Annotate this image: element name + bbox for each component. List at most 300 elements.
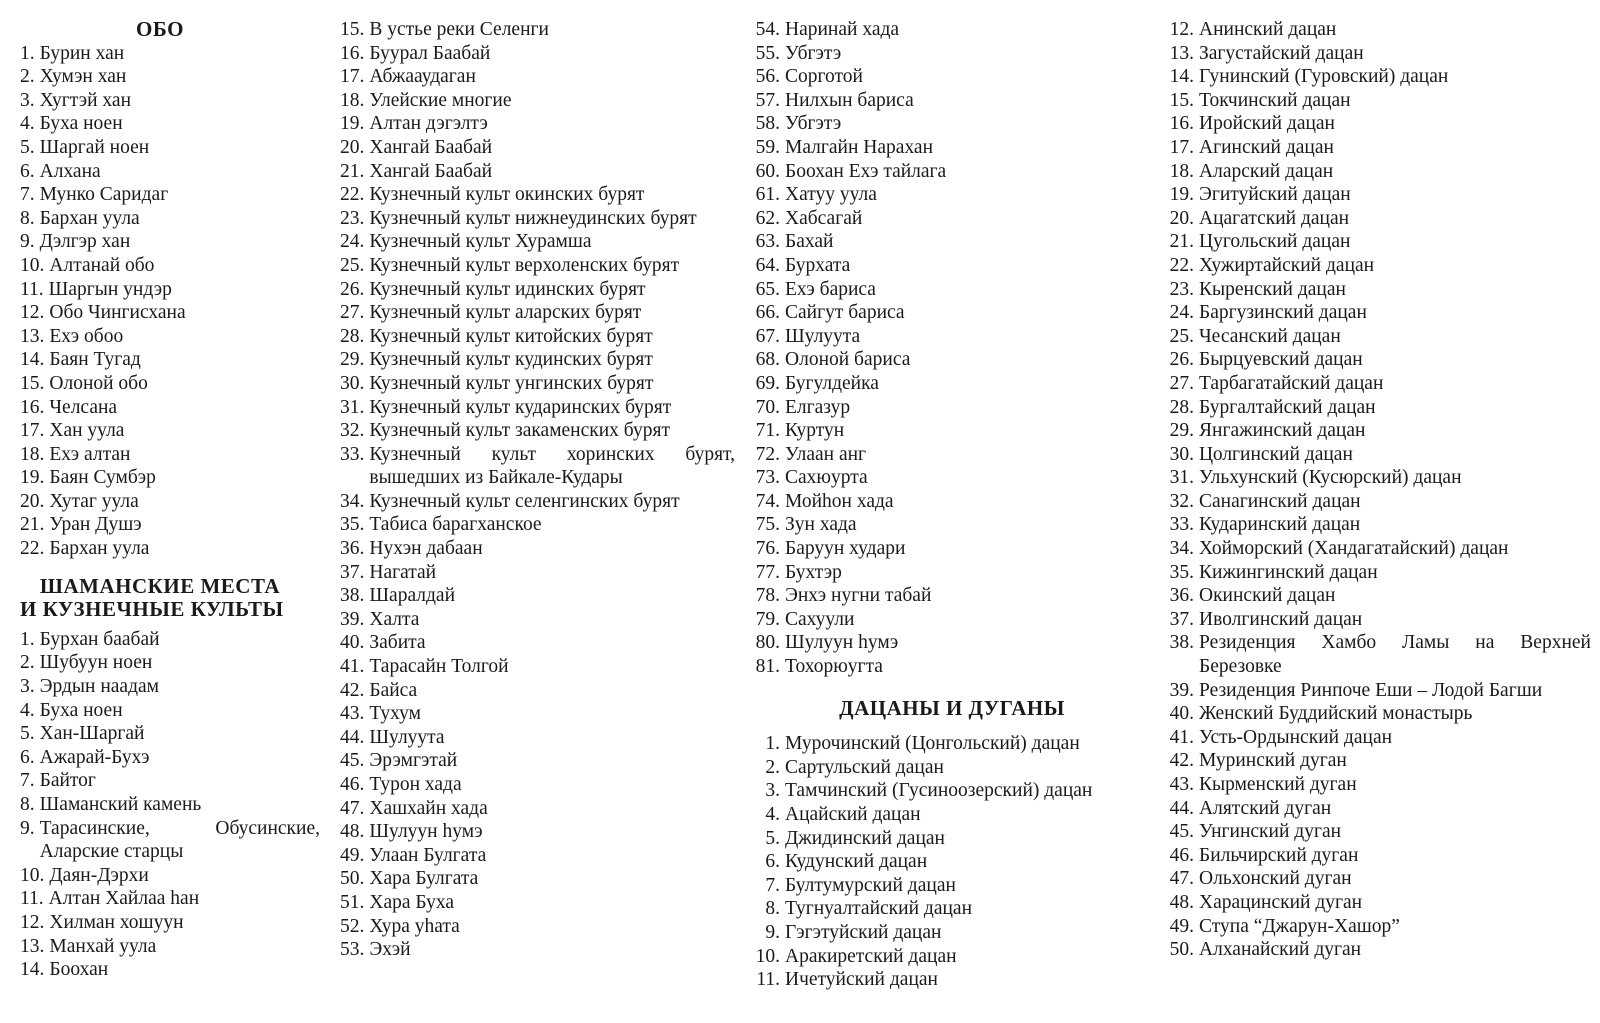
list-item: [752, 827, 1152, 851]
list-item: [20, 911, 320, 935]
datsan-list-continued: [1166, 18, 1591, 962]
list-item: [20, 372, 320, 396]
item-text: Боохан: [49, 959, 109, 981]
item-number: 64.: [755, 254, 780, 276]
item-number: 77.: [755, 561, 780, 583]
item-number: 21.: [1169, 231, 1194, 253]
item-text: Мойhон хада: [785, 490, 894, 512]
item-number: 3.: [20, 89, 35, 111]
item-text: Шаманский камень: [39, 794, 202, 815]
item-number: 9.: [20, 817, 35, 839]
item-text: Харацинский дуган: [1199, 891, 1363, 913]
item-number: 15.: [1169, 89, 1194, 111]
list-item: [752, 584, 1152, 608]
item-text: Баргузинский дацан: [1199, 302, 1367, 324]
item-text: Токчинский дацан: [1199, 89, 1351, 111]
item-number: 5.: [765, 827, 780, 849]
list-item: [20, 651, 320, 675]
item-text: Уран Душэ: [49, 514, 142, 536]
list-item: [1166, 561, 1591, 585]
list-item: [340, 537, 735, 561]
item-number: 51.: [340, 891, 365, 913]
item-number: 19.: [1169, 184, 1194, 206]
item-text: Манхай уула: [49, 935, 157, 957]
list-item: [20, 65, 320, 89]
list-item: [752, 513, 1152, 537]
item-text: Резиденция Ринпоче Еши – Лодой Багши: [1199, 679, 1543, 701]
shaman-list: [20, 628, 320, 982]
list-item: [752, 348, 1152, 372]
item-text: Тохорюугта: [785, 656, 883, 678]
item-text: Тамчинский (Гусиноозерский) дацан: [785, 780, 1093, 802]
list-item: [752, 160, 1152, 184]
list-item: [340, 325, 735, 349]
item-text: Ольхонский дуган: [1199, 868, 1352, 890]
item-number: 31.: [1169, 467, 1194, 489]
list-item: [20, 817, 320, 864]
item-text: Шулуута: [785, 325, 861, 347]
item-text: Шаргай ноен: [39, 136, 150, 158]
item-text: Муринский дуган: [1199, 750, 1347, 772]
item-number: 58.: [755, 113, 780, 135]
list-item: [340, 42, 735, 66]
item-number: 39.: [340, 608, 365, 630]
item-text: Улаан анг: [785, 443, 867, 465]
list-item: [20, 793, 320, 817]
item-text: Хара Буха: [369, 891, 455, 913]
list-item: [1166, 230, 1591, 254]
list-item: [1166, 608, 1591, 632]
item-number: 17.: [340, 66, 365, 88]
list-item: [340, 65, 735, 89]
item-number: 35.: [1169, 561, 1194, 583]
item-text: Бахай: [785, 231, 834, 253]
item-number: 70.: [755, 396, 780, 418]
item-number: 17.: [1169, 136, 1194, 158]
item-text: Сахюурта: [785, 467, 868, 489]
item-text: Иройский дацан: [1199, 113, 1335, 135]
item-text: Усть-Ордынский дацан: [1199, 726, 1393, 748]
item-text: Хура уhата: [369, 915, 460, 937]
item-text: Кузнечный культ Хурамша: [369, 231, 592, 253]
list-item: [752, 396, 1152, 420]
list-item: [1166, 702, 1591, 726]
list-item: [340, 18, 735, 42]
list-item: [340, 915, 735, 939]
item-text: Малгайн Нарахан: [785, 136, 934, 158]
list-item: [752, 112, 1152, 136]
item-text: Алтан дэгэлтэ: [369, 113, 488, 135]
item-number: 16.: [1169, 113, 1194, 135]
item-number: 44.: [340, 726, 365, 748]
item-number: 13.: [1169, 42, 1194, 64]
item-number: 28.: [1169, 396, 1194, 418]
item-number: 40.: [1169, 703, 1194, 725]
list-item: [752, 921, 1152, 945]
item-text: Алханайский дуган: [1199, 939, 1362, 961]
list-item: [752, 608, 1152, 632]
item-text: Хутаг уула: [49, 490, 139, 512]
item-text: Шулуун hумэ: [369, 821, 483, 843]
item-text: Кузнечный культ унгинских бурят: [369, 372, 654, 394]
item-number: 1.: [20, 42, 35, 64]
item-number: 46.: [1169, 844, 1194, 866]
item-number: 52.: [340, 915, 365, 937]
list-item: [1166, 183, 1591, 207]
list-item: [752, 874, 1152, 898]
item-text: Кузнечный культ кударинских бурят: [369, 396, 672, 418]
item-text: Кузнечный культ верхоленских бурят: [369, 254, 680, 276]
list-item: [20, 42, 320, 66]
item-number: 14.: [20, 349, 45, 371]
item-number: 38.: [340, 585, 365, 607]
item-text: Тарбагатайский дацан: [1199, 372, 1384, 394]
list-item: [20, 887, 320, 911]
item-number: 10.: [20, 254, 45, 276]
list-item: [340, 584, 735, 608]
item-text: Сартульский дацан: [785, 756, 944, 778]
item-number: 3.: [20, 676, 35, 698]
item-number: 48.: [340, 821, 365, 843]
item-number: 22.: [340, 184, 365, 206]
list-item: [1166, 18, 1591, 42]
item-text: Хашхайн хада: [369, 797, 488, 819]
item-text: Джидинский дацан: [785, 827, 945, 849]
item-number: 30.: [1169, 443, 1194, 465]
list-item: [20, 864, 320, 888]
item-text: Ульхунский (Кусюрский) дацан: [1199, 467, 1462, 489]
item-number: 15.: [340, 19, 365, 40]
list-item: [1166, 466, 1591, 490]
item-text: Алтанай обо: [49, 254, 155, 276]
item-number: 34.: [340, 490, 365, 512]
list-item: [752, 230, 1152, 254]
item-text: Сорготой: [785, 66, 863, 88]
item-text: Алхана: [39, 160, 101, 182]
list-item: [1166, 301, 1591, 325]
item-text: Турон хада: [369, 774, 462, 795]
datsan-list: [752, 732, 1152, 992]
item-text: Тухум: [369, 703, 421, 725]
list-item: [20, 466, 320, 490]
list-item: [340, 773, 735, 797]
item-text: Хумэн хан: [39, 66, 127, 88]
item-number: 6.: [20, 746, 35, 768]
item-text: Даян-Дэрхи: [49, 864, 149, 886]
column-2: [340, 18, 735, 962]
item-number: 14.: [1169, 66, 1194, 88]
item-number: 81.: [755, 656, 780, 678]
item-number: 56.: [755, 66, 780, 88]
column-4: [1166, 18, 1591, 962]
item-text: Челсана: [49, 396, 118, 418]
item-text: Нухэн дабаан: [369, 538, 483, 560]
item-text: Тарасайн Толгой: [369, 656, 509, 678]
list-item: [1166, 348, 1591, 372]
item-number: 59.: [755, 136, 780, 158]
list-item: [1166, 773, 1591, 797]
item-number: 43.: [1169, 774, 1194, 795]
list-item: [1166, 513, 1591, 537]
item-number: 4.: [20, 113, 35, 135]
item-text: Байтог: [39, 770, 96, 792]
list-item: [340, 749, 735, 773]
item-text: В устье реки Селенги: [369, 19, 549, 40]
list-item: [340, 797, 735, 821]
item-text: Аракиретский дацан: [785, 945, 957, 967]
item-number: 32.: [340, 420, 365, 442]
item-text: Ехэ алтан: [49, 443, 131, 465]
item-number: 24.: [340, 231, 365, 253]
list-item: [752, 89, 1152, 113]
list-item: [340, 443, 735, 490]
item-number: 50.: [340, 868, 365, 890]
item-number: 11.: [20, 278, 44, 300]
list-item: [752, 372, 1152, 396]
list-item: [1166, 136, 1591, 160]
item-number: 61.: [755, 184, 780, 206]
list-item: [340, 867, 735, 891]
item-text: Ехэ обоо: [49, 325, 124, 347]
list-item: [20, 935, 320, 959]
item-text: Елгазур: [785, 396, 851, 418]
list-item: [340, 820, 735, 844]
item-number: 3.: [765, 780, 780, 802]
item-number: 20.: [20, 490, 45, 512]
item-number: 41.: [1169, 726, 1194, 748]
item-number: 1.: [20, 628, 35, 650]
list-item: [340, 278, 735, 302]
item-number: 16.: [340, 42, 365, 64]
item-number: 42.: [1169, 750, 1194, 772]
item-text: Мунко Саридаг: [39, 184, 169, 206]
list-item: [20, 443, 320, 467]
section-heading-datsans: ДАЦАНЫ И ДУГАНЫ: [839, 695, 1065, 720]
item-number: 22.: [20, 538, 45, 560]
item-number: 12.: [1169, 19, 1194, 40]
item-text: Убгэтэ: [785, 113, 842, 135]
list-item: [752, 945, 1152, 969]
item-number: 40.: [340, 632, 365, 654]
item-number: 23.: [1169, 278, 1194, 300]
item-number: 24.: [1169, 302, 1194, 324]
list-item: [340, 301, 735, 325]
item-text: Хан уула: [49, 420, 125, 442]
list-item: [1166, 820, 1591, 844]
item-number: 53.: [340, 939, 365, 961]
column-1: [20, 18, 320, 982]
list-item: [1166, 726, 1591, 750]
item-text: Эрдын наадам: [39, 676, 159, 698]
item-text: Загустайский дацан: [1199, 42, 1364, 64]
list-item: [752, 779, 1152, 803]
item-number: 21.: [340, 160, 365, 182]
item-text: Зун хада: [785, 514, 857, 536]
list-item: [340, 160, 735, 184]
item-number: 9.: [20, 231, 35, 253]
item-text: Хойморский (Хандагатайский) дацан: [1199, 538, 1509, 560]
list-item: [752, 968, 1152, 992]
item-text: Табиса барагханское: [369, 514, 542, 536]
item-text: Баян Сумбэр: [49, 467, 156, 489]
item-text: Унгинский дуган: [1199, 821, 1342, 843]
item-text: Эгитуйский дацан: [1199, 184, 1351, 206]
list-item: [1166, 372, 1591, 396]
item-number: 32.: [1169, 490, 1194, 512]
item-text: Олоной обо: [49, 372, 148, 394]
item-number: 29.: [340, 349, 365, 371]
list-item: [20, 183, 320, 207]
list-item: [752, 136, 1152, 160]
list-item: [752, 490, 1152, 514]
item-number: 66.: [755, 302, 780, 324]
list-item: [1166, 42, 1591, 66]
item-text: Бургалтайский дацан: [1199, 396, 1376, 418]
item-text: Ацагатский дацан: [1199, 207, 1350, 229]
item-text: Хатуу уула: [785, 184, 877, 206]
list-item: [20, 537, 320, 561]
item-number: 49.: [1169, 915, 1194, 937]
item-text: Кижингинский дацан: [1199, 561, 1378, 583]
item-text: Шубуун ноен: [39, 652, 153, 674]
list-item: [752, 850, 1152, 874]
item-number: 13.: [20, 935, 45, 957]
item-text: Хугтэй хан: [39, 89, 132, 111]
list-item: [1166, 749, 1591, 773]
item-number: 47.: [340, 797, 365, 819]
item-number: 7.: [765, 874, 780, 896]
item-number: 44.: [1169, 797, 1194, 819]
item-number: 18.: [1169, 160, 1194, 182]
item-number: 69.: [755, 372, 780, 394]
item-text: Хилман хошуун: [49, 911, 184, 933]
item-text: Бильчирский дуган: [1199, 844, 1359, 866]
item-number: 42.: [340, 679, 365, 701]
item-number: 10.: [20, 864, 45, 886]
item-text: Кыренский дацан: [1199, 278, 1346, 300]
item-text: Кузнечный культ окинских бурят: [369, 184, 645, 206]
list-item: [1166, 844, 1591, 868]
list-item: [1166, 325, 1591, 349]
list-item: [1166, 915, 1591, 939]
item-text: Алтан Хайлаа hан: [48, 888, 200, 910]
item-text: Сахуули: [785, 608, 855, 630]
list-item: [340, 419, 735, 443]
item-number: 78.: [755, 585, 780, 607]
list-item: [20, 278, 320, 302]
item-text: Хужиртайский дацан: [1199, 254, 1375, 276]
item-number: 11.: [20, 888, 44, 910]
item-number: 80.: [755, 632, 780, 654]
list-item: [752, 42, 1152, 66]
list-item: [20, 675, 320, 699]
item-number: 65.: [755, 278, 780, 300]
list-item: [1166, 278, 1591, 302]
item-text: Убгэтэ: [785, 42, 842, 64]
item-number: 5.: [20, 723, 35, 745]
item-text: Баруун худари: [785, 538, 906, 560]
list-item: [752, 631, 1152, 655]
item-number: 27.: [340, 302, 365, 324]
list-item: [340, 490, 735, 514]
item-text: Бырцуевский дацан: [1199, 349, 1363, 371]
list-item: [752, 65, 1152, 89]
item-text: Хан-Шаргай: [39, 723, 145, 745]
list-item: [752, 803, 1152, 827]
item-number: 2.: [20, 652, 35, 674]
item-number: 31.: [340, 396, 365, 418]
item-number: 45.: [1169, 821, 1194, 843]
item-number: 72.: [755, 443, 780, 465]
item-text: Кудунский дацан: [785, 851, 928, 873]
item-text: Олоной бариса: [785, 349, 911, 371]
item-text: Цолгинский дацан: [1199, 443, 1353, 465]
item-number: 79.: [755, 608, 780, 630]
item-number: 29.: [1169, 420, 1194, 442]
item-text: Бултумурский дацан: [785, 874, 956, 896]
item-text: Бурхан баабай: [39, 628, 160, 650]
list-item: [1166, 490, 1591, 514]
item-number: 50.: [1169, 939, 1194, 961]
list-item: [20, 254, 320, 278]
item-number: 1.: [765, 733, 780, 755]
item-number: 15.: [20, 372, 45, 394]
list-item: [20, 722, 320, 746]
item-text: Кузнечный культ закаменских бурят: [369, 420, 670, 442]
list-item: [340, 938, 735, 962]
item-number: 8.: [20, 794, 35, 815]
item-text: Шулуута: [369, 726, 445, 748]
list-item: [340, 254, 735, 278]
item-text: Тугнуалтайский дацан: [785, 898, 973, 920]
item-text: Янгажинский дацан: [1199, 420, 1366, 442]
item-number: 76.: [755, 538, 780, 560]
list-item: [20, 207, 320, 231]
item-text: Абжааудаган: [369, 66, 476, 88]
list-item: [340, 207, 735, 231]
list-item: [340, 726, 735, 750]
item-number: 63.: [755, 231, 780, 253]
list-item: [340, 561, 735, 585]
item-text: Ехэ бариса: [785, 278, 876, 300]
list-item: [340, 608, 735, 632]
item-text: Улейские многие: [369, 89, 512, 111]
list-item: [340, 891, 735, 915]
item-text: Бархан уула: [49, 538, 150, 560]
item-text: Кузнечный культ кудинских бурят: [369, 349, 653, 371]
item-text: Резиденция Хамбо Ламы на Верхней Березовке: [1199, 632, 1591, 678]
item-number: 47.: [1169, 868, 1194, 890]
list-item: [20, 490, 320, 514]
item-text: Хангай Баабай: [369, 136, 493, 158]
item-number: 6.: [765, 851, 780, 873]
list-item: [20, 396, 320, 420]
item-number: 33.: [340, 443, 365, 465]
item-number: 5.: [20, 136, 35, 158]
item-number: 25.: [1169, 325, 1194, 347]
list-item: [752, 443, 1152, 467]
list-item: [1166, 396, 1591, 420]
list-item: [340, 183, 735, 207]
item-text: Бурхата: [785, 254, 851, 276]
list-item: [20, 513, 320, 537]
item-text: Кузнечный культ идинских бурят: [369, 278, 646, 300]
shaman-list-continued: [340, 18, 735, 962]
item-text: Анинский дацан: [1199, 19, 1337, 40]
item-text: Аларский дацан: [1199, 160, 1334, 182]
item-number: 14.: [20, 959, 45, 981]
item-number: 7.: [20, 770, 35, 792]
